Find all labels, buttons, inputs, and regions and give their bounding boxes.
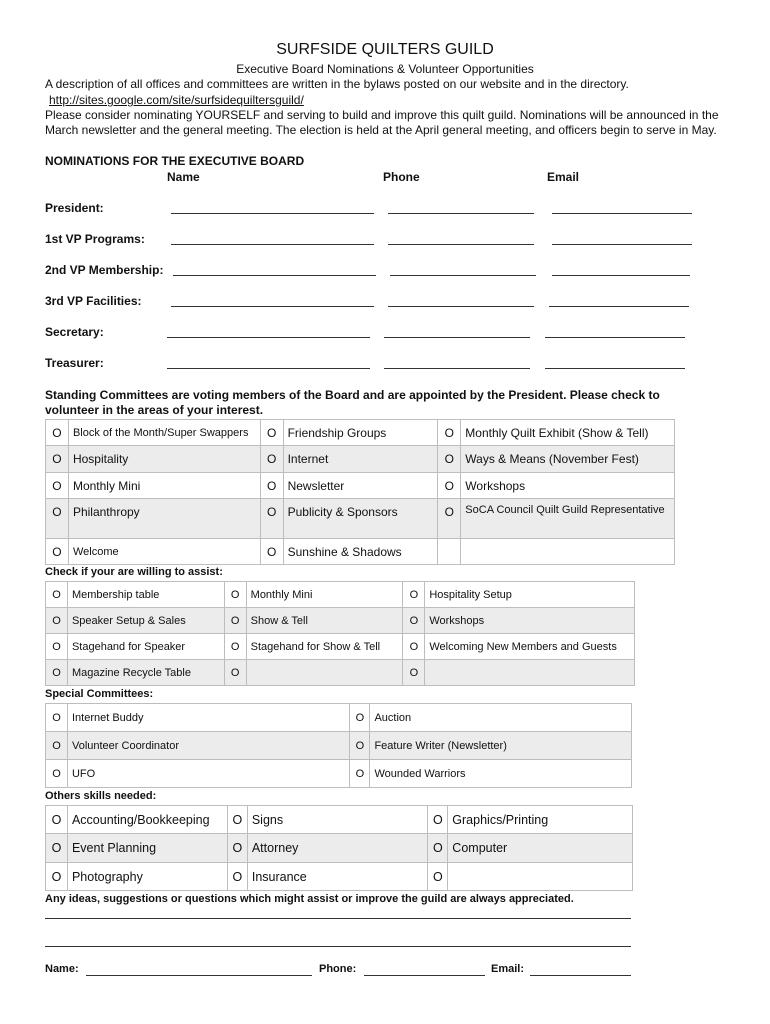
assist-heading: Check if your are willing to assist: [45,566,223,578]
checkbox[interactable]: O [260,473,283,499]
special-committees-table [45,703,632,788]
secretary-name-field[interactable] [167,337,370,338]
vp3-name-field[interactable] [171,306,374,307]
standing-committees-intro: Standing Committees are voting members of the Board and are appointed by the President. Please check to volunteer in the areas of your interest. [45,388,660,417]
option-label: Newsletter [283,473,438,499]
vp3-email-field[interactable] [549,306,689,307]
option-label: Feature Writer (Newsletter) [370,732,632,760]
treasurer-email-field[interactable] [545,368,685,369]
vp2-email-field[interactable] [552,275,690,276]
checkbox[interactable]: O [260,420,283,446]
nomination-info-text: Please consider nominating YOURSELF and serving to build and improve this quilt guild. Nominations will be announced in the March newsletter and the general meeting. The election is held at the April general meeting, and officers begin to serve in May. [45,108,719,137]
option-label: Welcoming New Members and Guests [425,634,635,660]
ideas-line-1[interactable] [45,918,631,919]
vp1-email-field[interactable] [552,244,692,245]
vp2-name-field[interactable] [173,275,376,276]
option-label: Magazine Recycle Table [67,660,224,686]
checkbox[interactable]: O [46,634,68,660]
footer-email-field[interactable] [530,975,631,976]
checkbox[interactable]: O [46,806,68,834]
checkbox[interactable]: O [46,420,69,446]
option-label: Auction [370,704,632,732]
option-label: Show & Tell [246,608,403,634]
checkbox[interactable]: O [428,863,448,891]
checkbox[interactable]: O [403,660,425,686]
checkbox[interactable]: O [224,634,246,660]
option-label: Workshops [425,608,635,634]
footer-phone-field[interactable] [364,975,485,976]
footer-phone-label: Phone: [319,963,357,975]
option-label: Monthly Mini [68,473,260,499]
skills-heading: Others skills needed: [45,790,157,802]
table-row [46,420,675,446]
option-label: Philanthropy [68,499,260,539]
option-label [246,660,403,686]
option-label: SoCA Council Quilt Guild Representative [461,499,675,539]
option-label: UFO [67,760,350,788]
vp2-phone-field[interactable] [390,275,536,276]
table-row [46,539,675,565]
checkbox[interactable]: O [227,863,247,891]
option-label: Attorney [247,834,428,863]
column-header-name: Name [167,170,200,184]
checkbox[interactable]: O [46,539,69,565]
option-label-empty [461,539,675,565]
office-label-secretary: Secretary: [45,325,104,339]
secretary-email-field[interactable] [545,337,685,338]
option-label: Volunteer Coordinator [67,732,350,760]
website-link[interactable]: http://sites.google.com/site/surfsidequiltersguild/ [49,93,304,107]
option-label: Internet Buddy [67,704,350,732]
option-label: Hospitality Setup [425,582,635,608]
option-label [425,660,635,686]
checkbox[interactable]: O [428,834,448,863]
checkbox[interactable]: O [46,760,68,788]
checkbox[interactable]: O [428,806,448,834]
treasurer-phone-field[interactable] [384,368,530,369]
table-row [46,863,633,891]
table-row [46,634,635,660]
checkbox[interactable]: O [438,446,461,473]
option-label: Publicity & Sponsors [283,499,438,539]
footer-email-label: Email: [491,963,525,975]
option-label: Workshops [461,473,675,499]
option-label: Photography [67,863,227,891]
president-email-field[interactable] [552,213,692,214]
office-label-2nd-vp: 2nd VP Membership: [45,263,164,277]
footer-name-label: Name: [45,963,79,975]
checkbox[interactable]: O [46,660,68,686]
table-row [46,806,633,834]
nominations-heading: NOMINATIONS FOR THE EXECUTIVE BOARD [45,154,305,168]
ideas-prompt: Any ideas, suggestions or questions which might assist or improve the guild are always appreciated. [45,893,574,905]
option-label: Insurance [247,863,428,891]
option-label: Stagehand for Show & Tell [246,634,403,660]
table-row [46,660,635,686]
checkbox[interactable]: O [403,582,425,608]
secretary-phone-field[interactable] [384,337,530,338]
table-row [46,732,632,760]
checkbox[interactable]: O [46,582,68,608]
table-row [46,473,675,499]
option-label: Membership table [67,582,224,608]
column-header-email: Email [547,170,580,184]
page-subtitle: Executive Board Nominations & Volunteer Opportunities [236,62,534,76]
option-label: Signs [247,806,428,834]
option-label: Welcome [68,539,260,565]
checkbox[interactable]: O [46,834,68,863]
checkbox[interactable]: O [46,732,68,760]
ideas-line-2[interactable] [45,946,631,947]
option-label: Monthly Quilt Exhibit (Show & Tell) [461,420,675,446]
checkbox[interactable]: O [46,863,68,891]
checkbox[interactable]: O [438,473,461,499]
table-row [46,446,675,473]
option-label: Graphics/Printing [448,806,633,834]
checkbox[interactable]: O [403,608,425,634]
checkbox[interactable]: O [46,704,68,732]
option-label: Event Planning [67,834,227,863]
table-row [46,499,675,539]
table-row [46,834,633,863]
assist-table [45,581,635,686]
checkbox[interactable]: O [46,473,69,499]
option-label: Accounting/Bookkeeping [67,806,227,834]
checkbox[interactable]: O [438,499,461,539]
checkbox[interactable]: O [260,499,283,539]
table-row [46,704,632,732]
skills-table [45,805,633,891]
checkbox[interactable]: O [350,732,370,760]
checkbox[interactable]: O [224,582,246,608]
table-row [46,608,635,634]
option-label: Sunshine & Shadows [283,539,438,565]
checkbox[interactable]: O [260,446,283,473]
checkbox[interactable]: O [224,608,246,634]
standing-committees-table [45,419,675,565]
checkbox[interactable]: O [46,608,68,634]
vp3-phone-field[interactable] [388,306,534,307]
option-label: Monthly Mini [246,582,403,608]
office-label-president: President: [45,201,104,215]
president-phone-field[interactable] [388,213,534,214]
option-label: Ways & Means (November Fest) [461,446,675,473]
checkbox[interactable]: O [46,499,69,539]
checkbox[interactable]: O [350,704,370,732]
option-label: Wounded Warriors [370,760,632,788]
footer-name-field[interactable] [86,975,312,976]
checkbox[interactable]: O [224,660,246,686]
option-label: Speaker Setup & Sales [67,608,224,634]
column-header-phone: Phone [383,170,420,184]
checkbox[interactable]: O [350,760,370,788]
option-label: Block of the Month/Super Swappers [68,420,260,446]
office-label-1st-vp: 1st VP Programs: [45,232,145,246]
checkbox[interactable]: O [403,634,425,660]
checkbox[interactable]: O [260,539,283,565]
vp1-name-field[interactable] [171,244,374,245]
office-label-3rd-vp: 3rd VP Facilities: [45,294,142,308]
option-label: Stagehand for Speaker [67,634,224,660]
option-label: Internet [283,446,438,473]
vp1-phone-field[interactable] [388,244,534,245]
checkbox[interactable]: O [46,446,69,473]
table-row [46,760,632,788]
page-title: SURFSIDE QUILTERS GUILD [276,41,494,58]
option-label: Hospitality [68,446,260,473]
checkbox[interactable]: O [438,420,461,446]
description-text: A description of all offices and committees are written in the bylaws posted on our website and in the directory. [45,77,629,91]
option-label: Friendship Groups [283,420,438,446]
treasurer-name-field[interactable] [167,368,370,369]
checkbox[interactable]: O [227,834,247,863]
president-name-field[interactable] [171,213,374,214]
option-label [448,863,633,891]
special-committees-heading: Special Committees: [45,688,154,700]
office-label-treasurer: Treasurer: [45,356,104,370]
option-label: Computer [448,834,633,863]
checkbox-empty[interactable] [438,539,461,565]
checkbox[interactable]: O [227,806,247,834]
table-row [46,582,635,608]
